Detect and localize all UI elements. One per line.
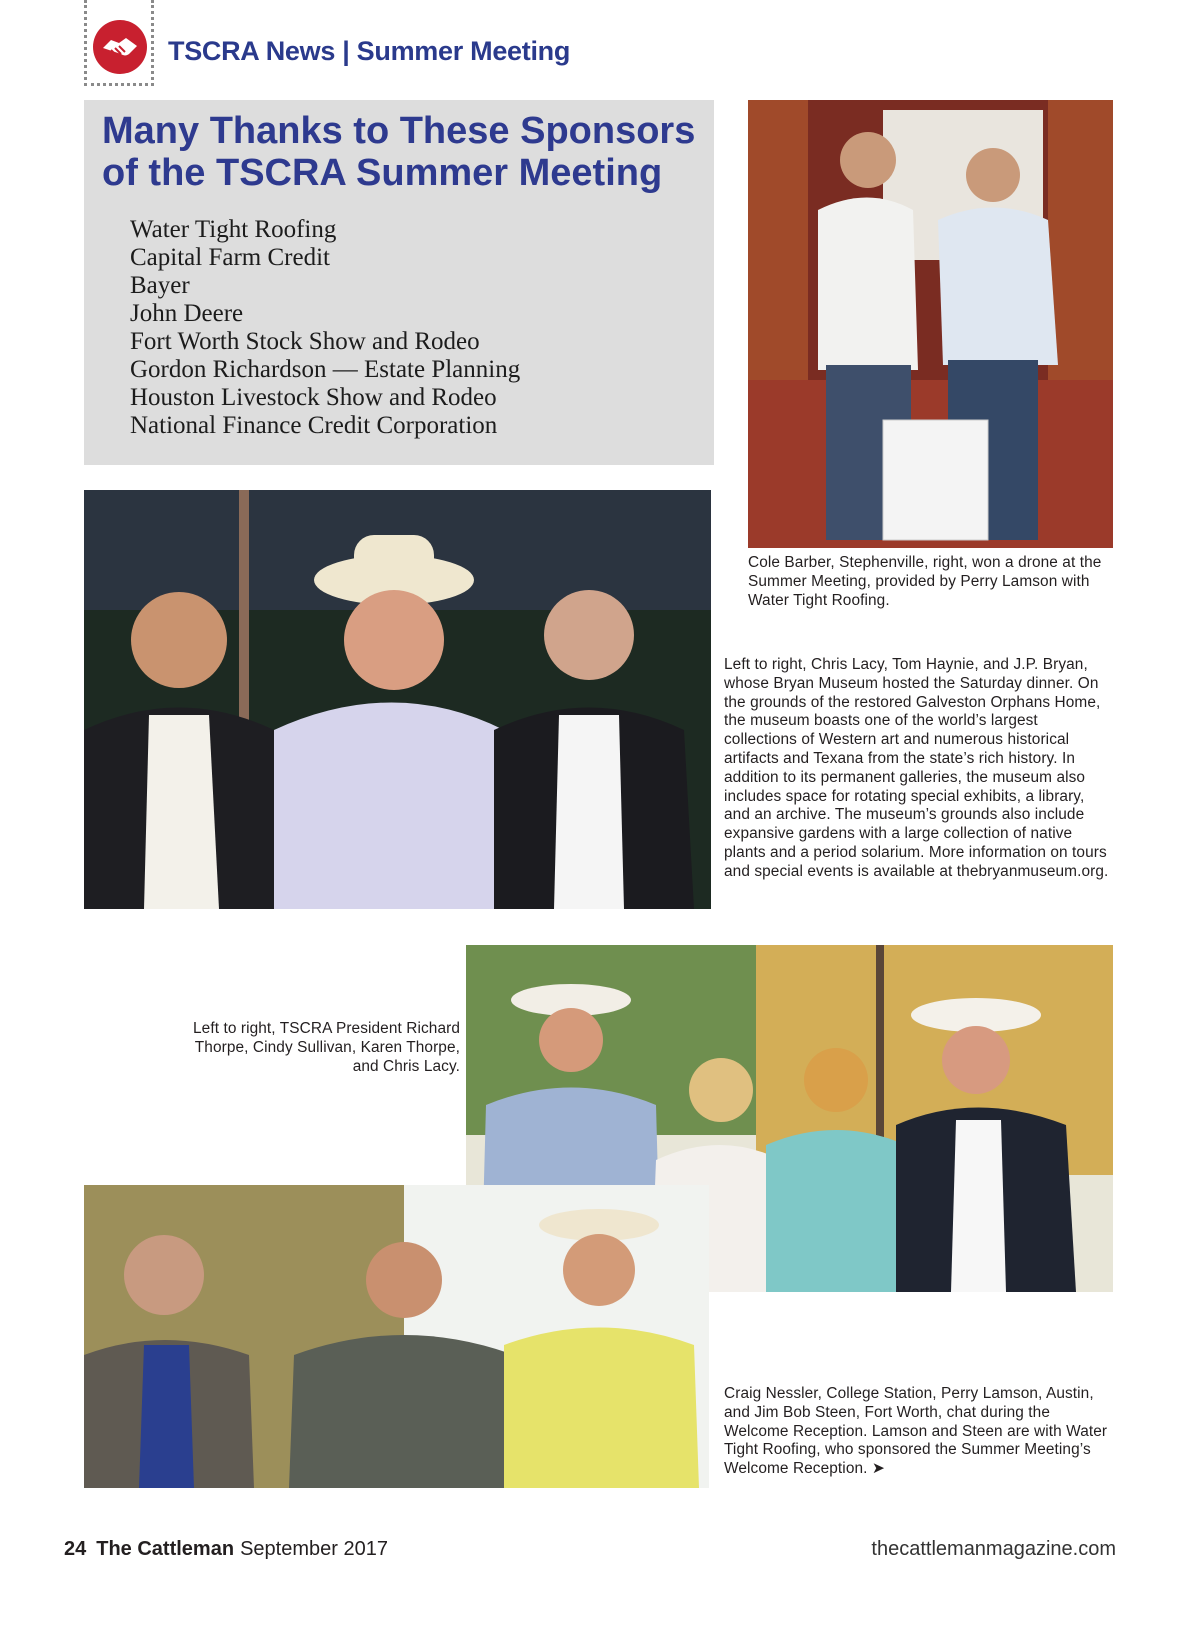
caption-thorpe-group: Left to right, TSCRA President Richard Thorpe, Cindy Sullivan, Karen Thorpe, and Chris Lacy.	[193, 1020, 460, 1075]
footer-folio	[64, 1538, 388, 1561]
photo-welcome-reception	[84, 1185, 709, 1488]
sponsor-item: Gordon Richardson — Estate Planning	[130, 356, 521, 383]
handshake-icon	[93, 20, 147, 74]
caption-drone: Cole Barber, Stephenville, right, won a drone at the Summer Meeting, provided by Perry Lamson with Water Tight Roofing.	[748, 554, 1102, 609]
section-title: TSCRA News | Summer Meeting	[168, 36, 571, 66]
sponsor-item: Water Tight Roofing	[130, 216, 337, 243]
photo-drone-presentation	[748, 100, 1113, 548]
sponsor-item: Capital Farm Credit	[130, 244, 330, 271]
sponsor-item: Fort Worth Stock Show and Rodeo	[130, 328, 480, 355]
sponsor-item: National Finance Credit Corporation	[130, 412, 498, 439]
issue-date: September 2017	[240, 1538, 388, 1560]
caption-welcome-reception: Craig Nessler, College Station, Perry Lamson, Austin, and Jim Bob Steen, Fort Worth, chat during the Welcome Reception. Lamson and Steen are with Water Tight Roofing, who sponsored the Summer Meeting’s Welcome Reception. ➤	[724, 1385, 1108, 1478]
page-number: 24	[64, 1538, 87, 1560]
sponsor-heading: Many Thanks to These Sponsors of the TSCRA Summer Meeting	[102, 110, 696, 194]
sponsor-box	[84, 100, 714, 465]
sponsor-item: Houston Livestock Show and Rodeo	[130, 384, 497, 411]
magazine-name: The Cattleman	[96, 1538, 235, 1560]
sponsor-list	[130, 216, 520, 440]
website-url[interactable]: thecattlemanmagazine.com	[871, 1538, 1116, 1560]
logo-frame	[84, 0, 154, 86]
caption-bryan-museum: Left to right, Chris Lacy, Tom Haynie, and J.P. Bryan, whose Bryan Museum hosted the Saturday dinner. On the grounds of the restored Galveston Orphans Home, the museum boasts one of the world’s largest collections of Western art and numerous historical artifacts and Texana from the state’s rich history. In addition to its permanent galleries, the museum also includes space for rotating special exhibits, a library, and an archive. The museum’s grounds also include expansive gardens with a large collection of native plants and a period solarium. More information on tours and special events is available at thebryanmuseum.org.	[724, 656, 1109, 880]
sponsor-item: John Deere	[130, 300, 244, 327]
sponsor-item: Bayer	[130, 272, 190, 299]
photo-bryan-museum-dinner	[84, 490, 711, 909]
